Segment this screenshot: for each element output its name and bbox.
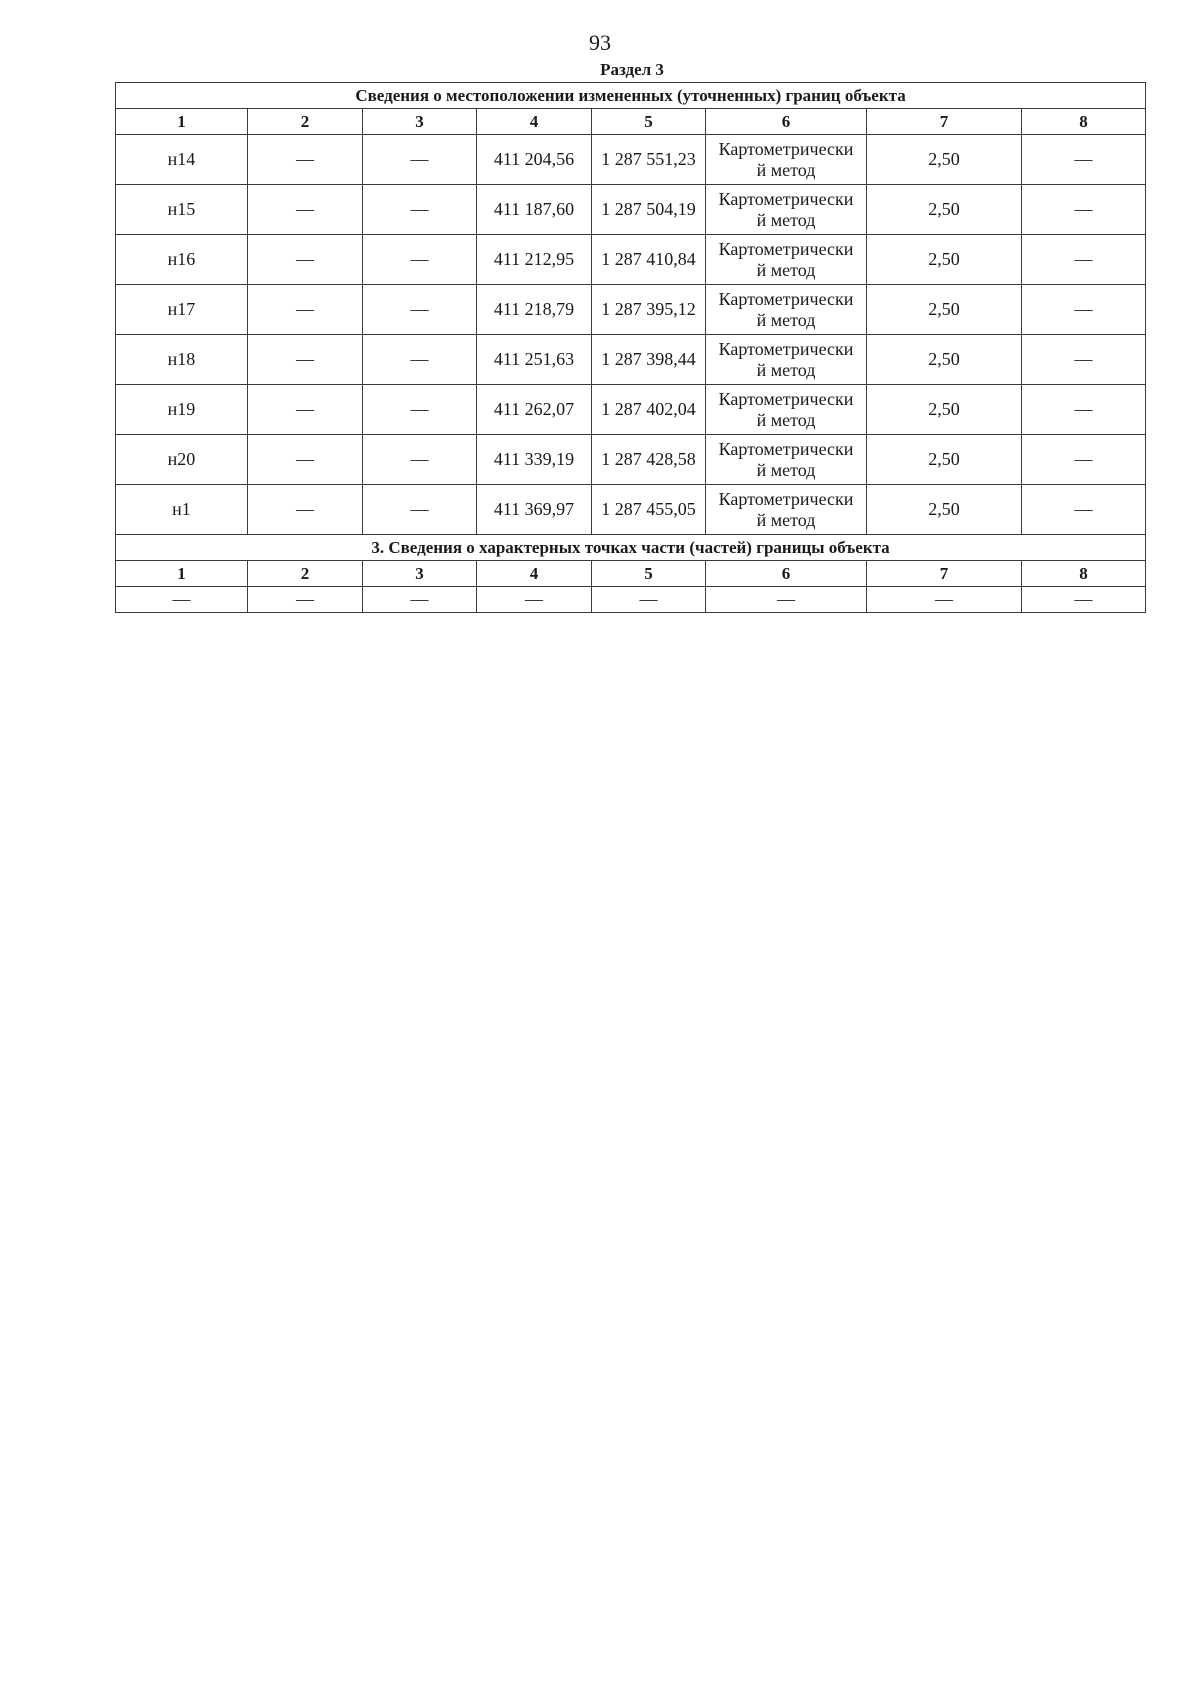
method-cell <box>706 485 867 535</box>
table-row <box>116 285 1146 335</box>
column-header: 3 <box>363 561 477 587</box>
accuracy-cell: 2,50 <box>867 335 1022 385</box>
y-coordinate-cell: 1 287 398,44 <box>592 335 706 385</box>
column-header: 5 <box>592 561 706 587</box>
method-line-1: Картометрически <box>718 338 854 359</box>
method-line-2: й метод <box>756 409 816 430</box>
empty-cell: — <box>477 587 592 613</box>
empty-cell: — <box>363 235 477 285</box>
column-header: 6 <box>706 561 867 587</box>
column-header: 8 <box>1022 561 1146 587</box>
column-header: 6 <box>706 109 867 135</box>
point-id-cell: н15 <box>116 185 248 235</box>
empty-cell: — <box>248 135 363 185</box>
method-line-2: й метод <box>756 309 816 330</box>
column-header: 7 <box>867 561 1022 587</box>
empty-cell: — <box>363 185 477 235</box>
point-id-cell: н20 <box>116 435 248 485</box>
empty-cell: — <box>248 285 363 335</box>
empty-cell: — <box>1022 335 1146 385</box>
method-cell <box>706 135 867 185</box>
empty-cell: — <box>1022 235 1146 285</box>
method-cell <box>706 235 867 285</box>
accuracy-cell: 2,50 <box>867 185 1022 235</box>
x-coordinate-cell: 411 204,56 <box>477 135 592 185</box>
table-row <box>116 185 1146 235</box>
x-coordinate-cell: 411 212,95 <box>477 235 592 285</box>
empty-cell: — <box>363 435 477 485</box>
empty-cell: — <box>116 587 248 613</box>
accuracy-cell: 2,50 <box>867 385 1022 435</box>
x-coordinate-cell: 411 339,19 <box>477 435 592 485</box>
method-line-2: й метод <box>756 509 816 530</box>
empty-cell: — <box>1022 587 1146 613</box>
empty-cell: — <box>248 185 363 235</box>
method-line-1: Картометрически <box>718 188 854 209</box>
empty-cell: — <box>1022 135 1146 185</box>
point-id-cell: н18 <box>116 335 248 385</box>
empty-cell: — <box>248 385 363 435</box>
column-header: 7 <box>867 109 1022 135</box>
y-coordinate-cell: 1 287 504,19 <box>592 185 706 235</box>
empty-cell: — <box>1022 435 1146 485</box>
table-row <box>116 587 1146 613</box>
y-coordinate-cell: 1 287 428,58 <box>592 435 706 485</box>
method-line-2: й метод <box>756 259 816 280</box>
table-row <box>116 235 1146 285</box>
x-coordinate-cell: 411 262,07 <box>477 385 592 435</box>
method-cell <box>706 335 867 385</box>
empty-cell: — <box>363 385 477 435</box>
empty-cell: — <box>363 587 477 613</box>
y-coordinate-cell: 1 287 395,12 <box>592 285 706 335</box>
method-cell <box>706 385 867 435</box>
subsection-header-row <box>116 561 1146 587</box>
column-header: 2 <box>248 109 363 135</box>
point-id-cell: н16 <box>116 235 248 285</box>
column-header: 4 <box>477 561 592 587</box>
method-line-1: Картометрически <box>718 488 854 509</box>
method-line-1: Картометрически <box>718 138 854 159</box>
table-row <box>116 435 1146 485</box>
method-line-2: й метод <box>756 459 816 480</box>
point-id-cell: н17 <box>116 285 248 335</box>
empty-cell: — <box>248 435 363 485</box>
accuracy-cell: 2,50 <box>867 435 1022 485</box>
page-number: 93 <box>589 30 611 55</box>
empty-cell: — <box>706 587 867 613</box>
empty-cell: — <box>363 485 477 535</box>
subsection-caption: 3. Сведения о характерных точках части (частей) границы объекта <box>116 535 1146 561</box>
table-row <box>116 135 1146 185</box>
table-caption: Сведения о местоположении измененных (уточненных) границ объекта <box>116 83 1146 109</box>
method-line-2: й метод <box>756 359 816 380</box>
point-id-cell: н14 <box>116 135 248 185</box>
column-header-row <box>116 109 1146 135</box>
y-coordinate-cell: 1 287 455,05 <box>592 485 706 535</box>
empty-cell: — <box>1022 185 1146 235</box>
subsection-caption-row <box>116 535 1146 561</box>
method-line-2: й метод <box>756 209 816 230</box>
empty-cell: — <box>1022 285 1146 335</box>
accuracy-cell: 2,50 <box>867 235 1022 285</box>
point-id-cell: н19 <box>116 385 248 435</box>
x-coordinate-cell: 411 187,60 <box>477 185 592 235</box>
y-coordinate-cell: 1 287 402,04 <box>592 385 706 435</box>
method-line-1: Картометрически <box>718 388 854 409</box>
method-cell <box>706 185 867 235</box>
empty-cell: — <box>248 485 363 535</box>
empty-cell: — <box>363 285 477 335</box>
empty-cell: — <box>363 135 477 185</box>
empty-cell: — <box>248 335 363 385</box>
method-line-1: Картометрически <box>718 438 854 459</box>
empty-cell: — <box>867 587 1022 613</box>
section-title: Раздел 3 <box>600 60 664 79</box>
x-coordinate-cell: 411 369,97 <box>477 485 592 535</box>
point-id-cell: н1 <box>116 485 248 535</box>
table-row <box>116 385 1146 435</box>
table-row <box>116 485 1146 535</box>
empty-cell: — <box>363 335 477 385</box>
column-header: 3 <box>363 109 477 135</box>
y-coordinate-cell: 1 287 551,23 <box>592 135 706 185</box>
column-header: 1 <box>116 109 248 135</box>
x-coordinate-cell: 411 218,79 <box>477 285 592 335</box>
empty-cell: — <box>1022 485 1146 535</box>
column-header: 1 <box>116 561 248 587</box>
column-header: 2 <box>248 561 363 587</box>
method-cell <box>706 435 867 485</box>
accuracy-cell: 2,50 <box>867 485 1022 535</box>
table-caption-row <box>116 83 1146 109</box>
empty-cell: — <box>248 235 363 285</box>
column-header: 8 <box>1022 109 1146 135</box>
accuracy-cell: 2,50 <box>867 285 1022 335</box>
column-header: 5 <box>592 109 706 135</box>
method-cell <box>706 285 867 335</box>
empty-cell: — <box>592 587 706 613</box>
table-row <box>116 335 1146 385</box>
y-coordinate-cell: 1 287 410,84 <box>592 235 706 285</box>
method-line-1: Картометрически <box>718 238 854 259</box>
empty-cell: — <box>248 587 363 613</box>
method-line-1: Картометрически <box>718 288 854 309</box>
method-line-2: й метод <box>756 159 816 180</box>
x-coordinate-cell: 411 251,63 <box>477 335 592 385</box>
accuracy-cell: 2,50 <box>867 135 1022 185</box>
boundary-points-table <box>115 82 1146 613</box>
column-header: 4 <box>477 109 592 135</box>
empty-cell: — <box>1022 385 1146 435</box>
